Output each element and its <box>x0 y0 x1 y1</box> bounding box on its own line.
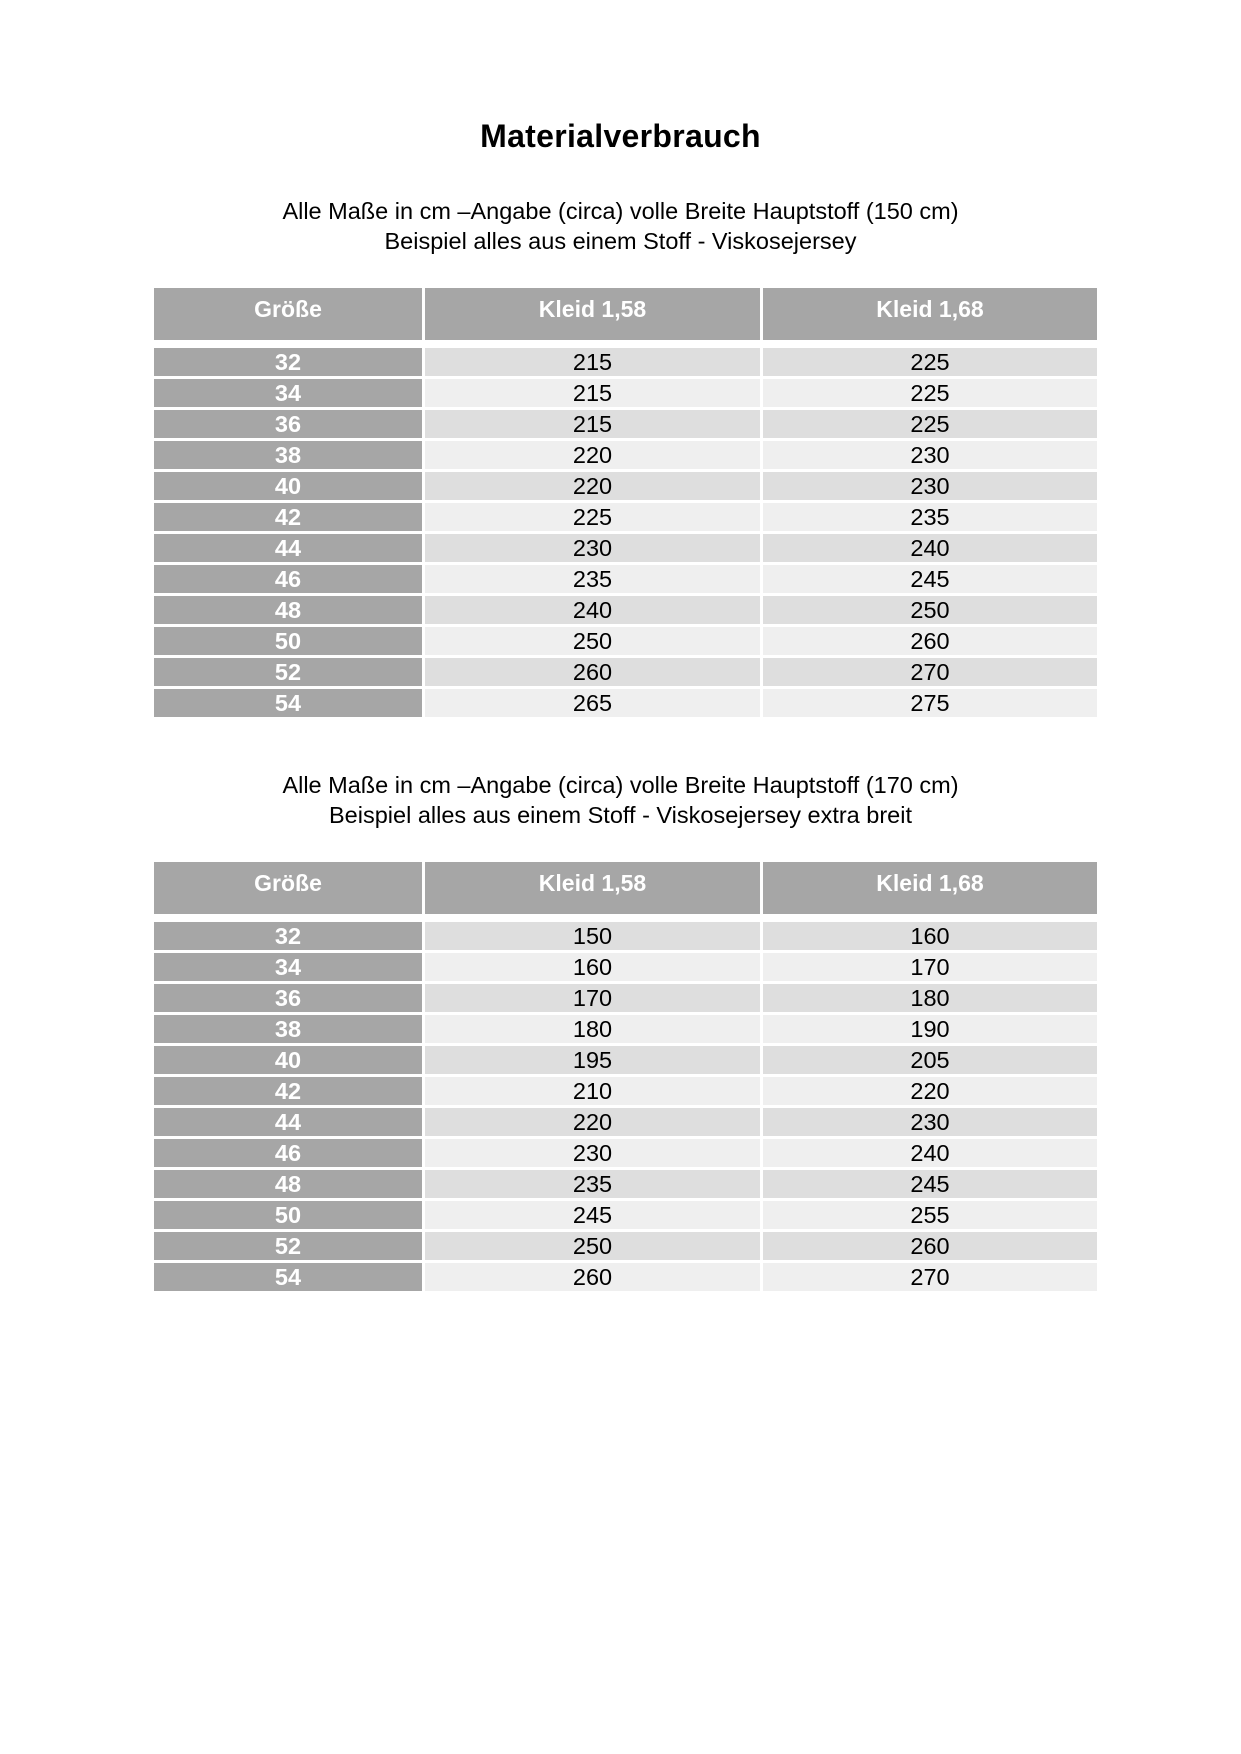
kleid-168-cell: 230 <box>763 1105 1097 1136</box>
kleid-158-cell: 250 <box>425 1229 760 1260</box>
kleid-158-cell: 260 <box>425 655 760 686</box>
kleid-158-cell: 235 <box>425 562 760 593</box>
table-row <box>154 562 1097 593</box>
kleid-168-cell: 190 <box>763 1012 1097 1043</box>
kleid-158-cell: 240 <box>425 593 760 624</box>
kleid-168-cell: 160 <box>763 919 1097 950</box>
table-row <box>154 531 1097 562</box>
kleid-168-cell: 230 <box>763 438 1097 469</box>
table-row <box>154 919 1097 950</box>
table-row <box>154 1229 1097 1260</box>
kleid-168-cell: 205 <box>763 1043 1097 1074</box>
size-cell: 38 <box>154 438 422 469</box>
size-cell: 50 <box>154 1198 422 1229</box>
section-170cm-intro <box>0 770 1241 830</box>
section-150cm-intro <box>0 196 1241 256</box>
table-row <box>154 376 1097 407</box>
table-row <box>154 981 1097 1012</box>
kleid-158-cell: 220 <box>425 1105 760 1136</box>
column-header-kleid-168: Kleid 1,68 <box>763 862 1097 919</box>
intro-line-2: Beispiel alles aus einem Stoff - Viskosejersey <box>384 228 857 254</box>
kleid-168-cell: 275 <box>763 686 1097 717</box>
size-cell: 44 <box>154 1105 422 1136</box>
kleid-168-cell: 240 <box>763 1136 1097 1167</box>
table-row <box>154 438 1097 469</box>
size-cell: 44 <box>154 531 422 562</box>
kleid-158-cell: 230 <box>425 1136 760 1167</box>
kleid-168-cell: 230 <box>763 469 1097 500</box>
column-header-size: Größe <box>154 862 422 919</box>
size-cell: 32 <box>154 345 422 376</box>
kleid-168-cell: 180 <box>763 981 1097 1012</box>
size-cell: 48 <box>154 593 422 624</box>
table-row <box>154 950 1097 981</box>
kleid-168-cell: 240 <box>763 531 1097 562</box>
kleid-158-cell: 210 <box>425 1074 760 1105</box>
table-row <box>154 407 1097 438</box>
size-cell: 32 <box>154 919 422 950</box>
table-row <box>154 686 1097 717</box>
table-row <box>154 1260 1097 1291</box>
size-cell: 38 <box>154 1012 422 1043</box>
material-table-150cm <box>151 288 1100 717</box>
intro-line-2: Beispiel alles aus einem Stoff - Viskosejersey extra breit <box>329 802 912 828</box>
kleid-168-cell: 235 <box>763 500 1097 531</box>
kleid-158-cell: 150 <box>425 919 760 950</box>
size-cell: 52 <box>154 1229 422 1260</box>
kleid-168-cell: 255 <box>763 1198 1097 1229</box>
page-title: Materialverbrauch <box>480 118 761 154</box>
kleid-168-cell: 170 <box>763 950 1097 981</box>
kleid-158-cell: 160 <box>425 950 760 981</box>
table-row <box>154 469 1097 500</box>
kleid-158-cell: 180 <box>425 1012 760 1043</box>
intro-line-1: Alle Maße in cm –Angabe (circa) volle Breite Hauptstoff (150 cm) <box>282 198 959 224</box>
size-cell: 46 <box>154 562 422 593</box>
kleid-168-cell: 225 <box>763 407 1097 438</box>
size-cell: 40 <box>154 469 422 500</box>
kleid-168-cell: 270 <box>763 1260 1097 1291</box>
kleid-168-cell: 260 <box>763 1229 1097 1260</box>
column-header-kleid-158: Kleid 1,58 <box>425 862 760 919</box>
size-cell: 34 <box>154 950 422 981</box>
kleid-168-cell: 225 <box>763 345 1097 376</box>
size-cell: 54 <box>154 686 422 717</box>
size-cell: 40 <box>154 1043 422 1074</box>
column-header-size: Größe <box>154 288 422 345</box>
material-table-170cm <box>151 862 1100 1291</box>
size-cell: 52 <box>154 655 422 686</box>
size-cell: 46 <box>154 1136 422 1167</box>
table-row <box>154 624 1097 655</box>
kleid-158-cell: 235 <box>425 1167 760 1198</box>
size-cell: 36 <box>154 407 422 438</box>
kleid-158-cell: 260 <box>425 1260 760 1291</box>
kleid-158-cell: 250 <box>425 624 760 655</box>
table-row <box>154 500 1097 531</box>
kleid-158-cell: 265 <box>425 686 760 717</box>
kleid-158-cell: 215 <box>425 376 760 407</box>
intro-line-1: Alle Maße in cm –Angabe (circa) volle Breite Hauptstoff (170 cm) <box>282 772 959 798</box>
kleid-158-cell: 230 <box>425 531 760 562</box>
size-cell: 42 <box>154 500 422 531</box>
kleid-168-cell: 260 <box>763 624 1097 655</box>
kleid-168-cell: 245 <box>763 562 1097 593</box>
size-cell: 36 <box>154 981 422 1012</box>
table-row <box>154 1074 1097 1105</box>
kleid-168-cell: 245 <box>763 1167 1097 1198</box>
table-header-row <box>154 288 1097 345</box>
kleid-158-cell: 215 <box>425 407 760 438</box>
size-cell: 48 <box>154 1167 422 1198</box>
column-header-kleid-168: Kleid 1,68 <box>763 288 1097 345</box>
table-row <box>154 655 1097 686</box>
table-row <box>154 1105 1097 1136</box>
kleid-158-cell: 170 <box>425 981 760 1012</box>
table-row <box>154 1167 1097 1198</box>
kleid-158-cell: 195 <box>425 1043 760 1074</box>
size-cell: 42 <box>154 1074 422 1105</box>
kleid-158-cell: 215 <box>425 345 760 376</box>
kleid-168-cell: 225 <box>763 376 1097 407</box>
size-cell: 54 <box>154 1260 422 1291</box>
kleid-158-cell: 220 <box>425 469 760 500</box>
kleid-158-cell: 245 <box>425 1198 760 1229</box>
table-row <box>154 593 1097 624</box>
size-cell: 50 <box>154 624 422 655</box>
table-header-row <box>154 862 1097 919</box>
table-row <box>154 1136 1097 1167</box>
kleid-158-cell: 220 <box>425 438 760 469</box>
table-row <box>154 1198 1097 1229</box>
kleid-168-cell: 270 <box>763 655 1097 686</box>
size-cell: 34 <box>154 376 422 407</box>
kleid-168-cell: 250 <box>763 593 1097 624</box>
table-row <box>154 1043 1097 1074</box>
kleid-158-cell: 225 <box>425 500 760 531</box>
table-row <box>154 345 1097 376</box>
table-row <box>154 1012 1097 1043</box>
column-header-kleid-158: Kleid 1,58 <box>425 288 760 345</box>
kleid-168-cell: 220 <box>763 1074 1097 1105</box>
